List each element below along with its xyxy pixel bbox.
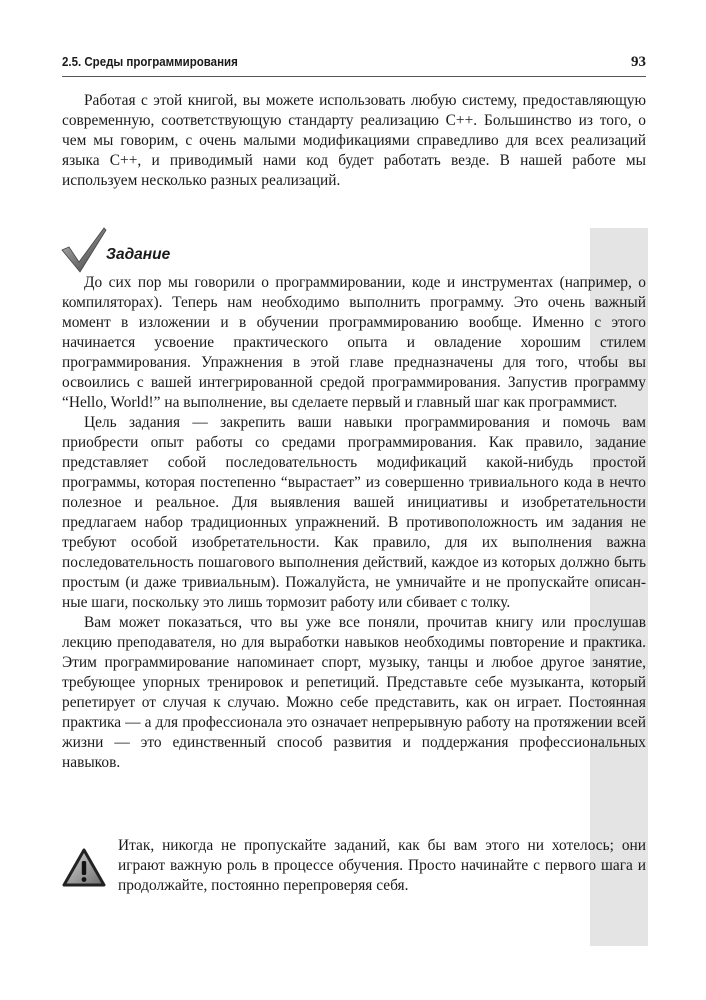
task-heading [60, 226, 360, 276]
task-section [62, 273, 646, 773]
task-paragraph: Цель задания — закрепить ваши навыки программирования и помочь вам приобрести опыт работы со средами программирования. Как правило, задание представляет собой последовательность модификаций какой-нибудь простой программы, которая постепенно “вырастает” из совершенно тривиального кода в нечто полезное и реальное. Для выявления вашей инициативы и изобретательности предлагаем набор традиционных упражнений. В противоположность им задания не требуют особой изобретательности. Как правило, для их выполнения важна последовательность пошагового выполнения действий, каждое из которых должно быть простым (и даже тривиальным). Пожалуйста, не умничайте и не пропускайте описанные шаги, поскольку это лишь тормозит работу или сбивает с толку. [62, 414, 646, 611]
running-header [62, 52, 646, 74]
page-number: 93 [631, 54, 646, 70]
task-paragraph: Вам может показаться, что вы уже все поняли, прочитав книгу или прослушав лекцию преподавателя, но для выработки навыков необходимы повторение и практика. Этим программирование напоминает спорт, музыку, танцы и любое другое занятие, требующее упорных тренировок и репетиций. Представьте себе музыканта, который репетирует от случая к случаю. Можно себе представить, как он играет. Постоянная практика — а для профессионала это означает непрерывную работу на протяжении всей жизни — это единственный способ развития и поддержания профессиональных навыков. [62, 614, 646, 771]
section-title: 2.5. Среды программирования [62, 55, 238, 69]
task-heading-label: Задание [106, 246, 171, 263]
header-rule [62, 76, 646, 77]
intro-section [62, 91, 646, 191]
warning-text: Итак, никогда не пропускайте заданий, как бы вам этого ни хотелось; они играют важную роль в процессе обучения. Просто начинайте с первого шага и продолжайте, постоянно перепроверяя себя. [118, 837, 646, 894]
intro-paragraph: Работая с этой книгой, вы можете использовать любую систему, предоставляющую современную, соответствующую стандарту реализацию C++. Большинство из того, о чем мы говорим, с очень малыми модификациями справедливо для всех реализаций языка C++, и приводимый нами код будет работать везде. В нашей работе мы используем несколько разных реализаций. [62, 92, 646, 189]
warning-triangle-icon [62, 848, 106, 888]
checkmark-icon [60, 226, 108, 274]
task-paragraph: До сих пор мы говорили о программировании, коде и инструментах (например, о компиляторах). Теперь нам необходимо выполнить программу. Это очень важный момент в изложении и в обучении программированию вообще. Именно с этого начинается усвоение практического опыта и овладение хорошим стилем программирования. Упражнения в этой главе предназначены для того, чтобы вы освоились с вашей интегрированной средой программирования. Запустив программу “Hello, World!” на выполнение, вы сделаете первый и главный шаг как программист. [62, 274, 646, 411]
warning-note [62, 836, 646, 916]
